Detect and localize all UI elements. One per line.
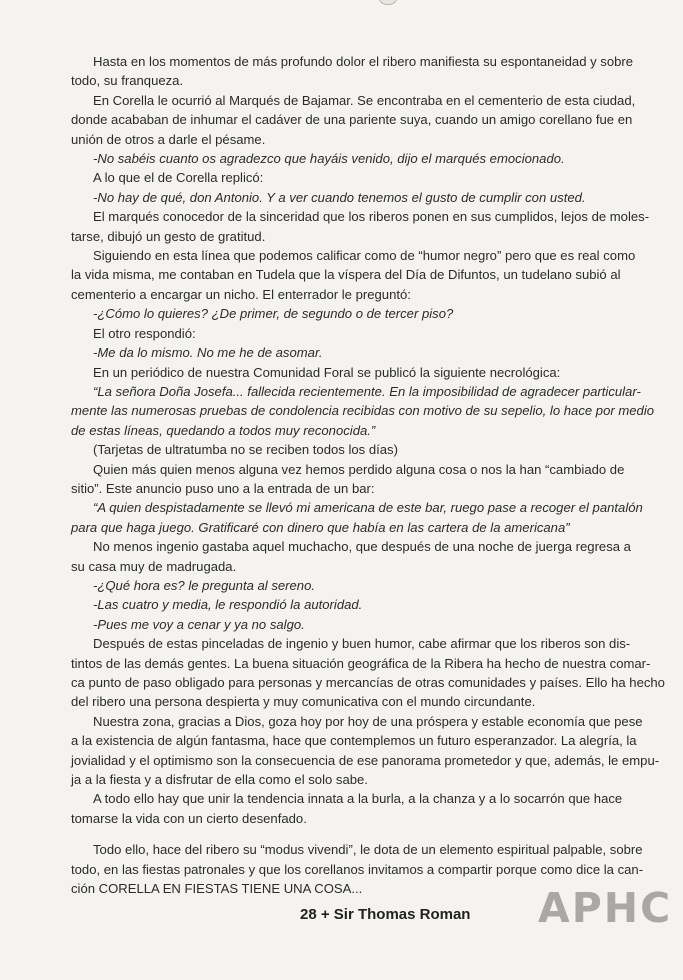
text-line: A lo que el de Corella replicó: — [93, 170, 264, 186]
text-line: para que haga juego. Gratificaré con dinero que había en las cartera de la americana” — [71, 519, 570, 535]
paragraph — [71, 537, 631, 576]
text-line: -¿Cómo lo quieres? ¿De primer, de segundo o de tercer piso? — [93, 306, 454, 322]
paragraph — [93, 615, 619, 634]
text-line: Después de estas pinceladas de ingenio y buen humor, cabe afirmar que los riberos son dis- — [93, 636, 631, 652]
paragraph — [93, 440, 619, 459]
paragraph — [93, 149, 619, 168]
watermark-logo: APHC — [538, 884, 673, 932]
paragraph — [71, 712, 660, 790]
text-line: “A quien despistadamente se llevó mi americana de este bar, ruego pase a recoger el pantalón — [93, 500, 643, 516]
text-line: Hasta en los momentos de más profundo dolor el ribero manifiesta su espontaneidad y sobre — [93, 54, 634, 69]
text-line: su casa muy de madrugada. — [71, 558, 237, 574]
text-line: Quien más quien menos alguna vez hemos perdido alguna cosa o nos la han “cambiado de — [93, 461, 625, 477]
text-line: -Me da lo mismo. No me he de asomar. — [93, 345, 323, 361]
text-line: Todo ello, hace del ribero su “modus vivendi”, le dota de un elemento espiritual palpable, sobre — [93, 842, 643, 858]
paragraph — [93, 576, 619, 595]
text-line: sitio”. Este anuncio puso uno a la entrada de un bar: — [71, 480, 375, 496]
text-line: jovialidad y el optimismo son la consecuencia de ese panorama prometedor y que, además, le empu- — [71, 752, 660, 768]
paragraph — [71, 789, 623, 828]
paragraph — [71, 460, 625, 499]
text-line: cementerio a encargar un nicho. El enterrador le preguntó: — [71, 286, 411, 302]
text-line: ja a la fiesta y a disfrutar de ella como el solo sabe. — [71, 772, 368, 788]
text-line: tintos de las demás gentes. La buena situación geográfica de la Ribera ha hecho de nuestra comar- — [71, 655, 651, 671]
text-line: En Corella le ocurrió al Marqués de Bajamar. Se encontraba en el cementerio de esta ciudad, — [93, 92, 636, 108]
paragraph — [71, 498, 643, 537]
text-line: El otro respondió: — [93, 325, 196, 341]
text-line: A todo ello hay que unir la tendencia innata a la burla, a la chanza y a lo socarrón que hace — [93, 791, 623, 807]
text-line: la vida misma, me contaban en Tudela que la víspera del Día de Difuntos, un tudelano subió al — [71, 267, 621, 283]
text-line: El marqués conocedor de la sinceridad que los riberos ponen en sus cumplidos, lejos de moles- — [93, 209, 650, 225]
text-line: ca punto de paso obligado para personas y mercancías de otras comunidades y países. Ello ha hecho — [71, 675, 665, 690]
text-line: En un periódico de nuestra Comunidad Foral se publicó la siguiente necrológica: — [93, 364, 561, 380]
text-line: Nuestra zona, gracias a Dios, goza hoy por hoy de una próspera y estable economía que pese — [93, 713, 643, 729]
text-line: “La señora Doña Josefa... fallecida recientemente. En la imposibilidad de agradecer particular- — [93, 383, 641, 399]
paragraph — [93, 304, 619, 323]
text-line: -Las cuatro y media, le respondió la autoridad. — [93, 597, 363, 613]
paragraph — [71, 52, 634, 91]
paragraph — [71, 207, 650, 246]
paragraph — [71, 91, 636, 149]
body-text — [71, 52, 665, 898]
text-line: Siguiendo en esta línea que podemos calificar como de “humor negro” pero que es real como — [93, 248, 636, 264]
text-line: donde acababan de inhumar el cadáver de una pariente suya, cuando un amigo corellano fue en — [71, 112, 633, 128]
text-line: tomarse la vida con un cierto desenfado. — [71, 810, 307, 826]
paragraph — [93, 595, 619, 614]
text-line: tarse, dibujó un gesto de gratitud. — [71, 228, 266, 244]
text-line: a la existencia de algún fantasma, hace que contemplemos un futuro esperanzador. La alegría, la — [71, 733, 637, 749]
text-line: mente las numerosas pruebas de condolencia recibidas con motivo de su sepelio, lo hace por medio — [71, 403, 655, 419]
page-footer: 28 + Sir Thomas Roman — [300, 906, 471, 923]
text-line: (Tarjetas de ultratumba no se reciben todos los días) — [93, 442, 398, 458]
text-line: -No sabéis cuanto os agradezco que hayáis venido, dijo el marqués emocionado. — [93, 151, 565, 167]
paragraph — [93, 168, 619, 187]
paragraph — [93, 363, 619, 382]
text-line: de estas líneas, quedando a todos muy reconocida.” — [71, 422, 376, 438]
text-line: del ribero una persona despierta y muy comunicativa con el mundo circundante. — [71, 694, 536, 710]
paragraph-gap — [93, 828, 619, 840]
text-line: ción CORELLA EN FIESTAS TIENE UNA COSA... — [71, 881, 363, 897]
text-line: unión de otros a darle el pésame. — [71, 131, 266, 147]
text-line: todo, su franqueza. — [71, 73, 184, 89]
text-line: -¿Qué hora es? le pregunta al sereno. — [93, 577, 315, 593]
emblem-icon — [378, 0, 398, 5]
text-line: todo, en las fiestas patronales y que los corellanos invitamos a compartir porque como dice la can- — [71, 861, 644, 877]
paragraph — [71, 382, 655, 440]
text-line: No menos ingenio gastaba aquel muchacho, que después de una noche de juerga regresa a — [93, 539, 631, 555]
paragraph — [71, 634, 665, 712]
text-line: -Pues me voy a cenar y ya no salgo. — [93, 616, 305, 632]
paragraph — [93, 324, 619, 343]
paragraph — [93, 188, 619, 207]
text-line: -No hay de qué, don Antonio. Y a ver cuando tenemos el gusto de cumplir con usted. — [93, 189, 586, 205]
paragraph — [93, 343, 619, 362]
paragraph — [71, 246, 636, 304]
